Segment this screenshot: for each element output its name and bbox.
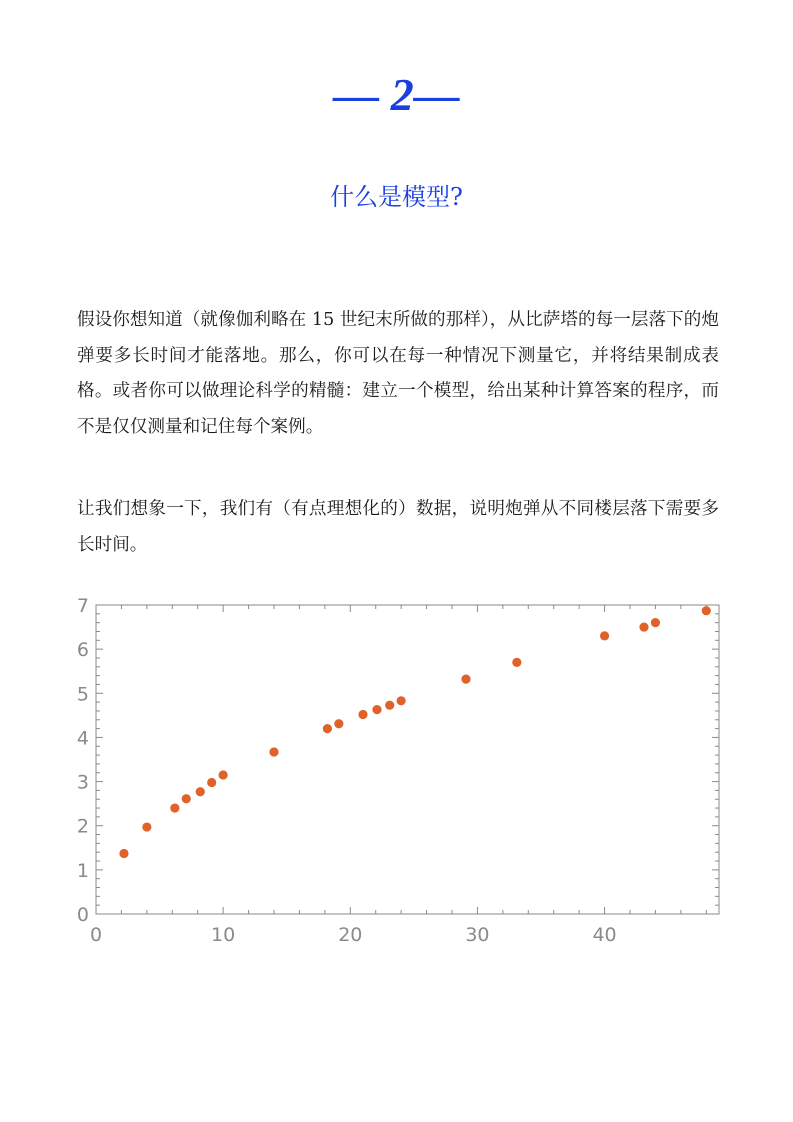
y-tick-label: 6 xyxy=(76,639,89,662)
data-point xyxy=(512,658,521,667)
data-point xyxy=(651,618,660,627)
data-point xyxy=(269,747,278,756)
data-point xyxy=(334,719,343,728)
data-point xyxy=(207,778,216,787)
y-tick-label: 0 xyxy=(76,904,89,926)
x-tick-label: 20 xyxy=(338,924,363,946)
data-point xyxy=(385,701,394,710)
data-point xyxy=(323,724,332,733)
y-tick-label: 1 xyxy=(76,859,89,882)
y-tick-label: 4 xyxy=(76,727,89,750)
data-point xyxy=(170,803,179,812)
x-tick-label: 40 xyxy=(592,924,617,946)
data-point xyxy=(219,770,228,779)
data-point xyxy=(119,849,128,858)
paragraph-data-description: 让我们想象一下，我们有（有点理想化的）数据，说明炮弹从不同楼层落下需要多长时间。 xyxy=(77,499,719,555)
y-tick-label: 5 xyxy=(76,683,89,706)
data-point xyxy=(196,787,205,796)
y-tick-label: 7 xyxy=(76,595,89,617)
x-tick-label: 10 xyxy=(211,924,236,946)
data-point xyxy=(600,631,609,640)
data-point xyxy=(461,675,470,684)
y-tick-label: 3 xyxy=(76,771,89,794)
data-point xyxy=(702,606,711,615)
data-point xyxy=(182,794,191,803)
data-point xyxy=(397,696,406,705)
plot-frame xyxy=(96,605,719,914)
y-tick-label: 2 xyxy=(76,815,89,838)
data-point xyxy=(639,622,648,631)
chapter-number: — 2— xyxy=(333,69,460,120)
chapter-title: 什么是模型? xyxy=(330,183,463,211)
data-point xyxy=(142,822,151,831)
paragraph-intro: 假设你想知道（就像伽利略在 15 世纪末所做的那样），从比萨塔的每一层落下的炮弹要多长时间才能落地。那么，你可以在每一种情况下测量它，并将结果制成表格。或者你可以做理论科学的精髓：建立一个模型，给出某种计算答案的程序，而不是仅仅测量和记住每个案例。 xyxy=(77,310,719,437)
x-tick-label: 0 xyxy=(89,924,103,946)
x-tick-label: 30 xyxy=(465,924,490,946)
data-point xyxy=(372,705,381,714)
scatter-chart xyxy=(62,588,732,958)
data-point xyxy=(358,710,367,719)
